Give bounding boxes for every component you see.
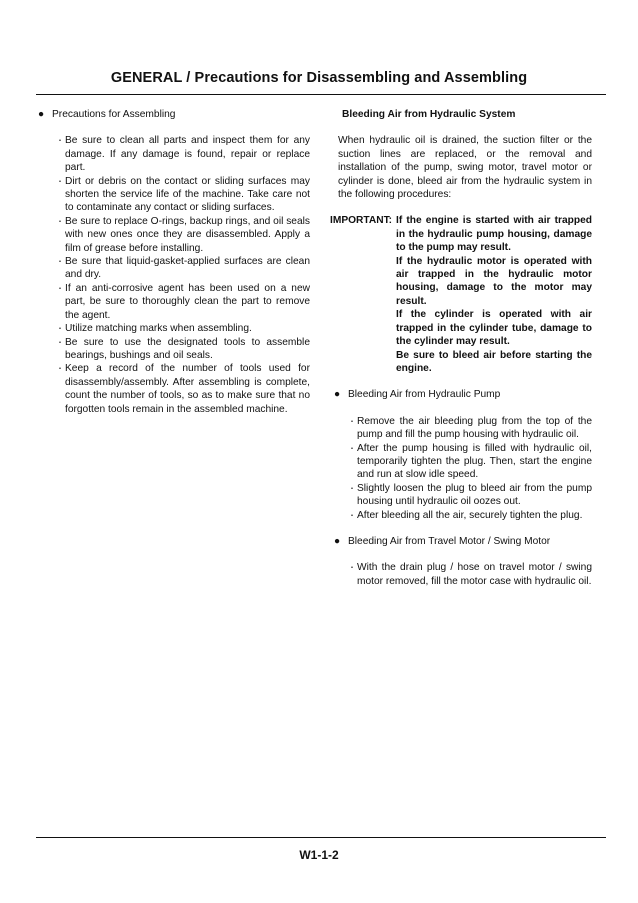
list-item: ・ Be sure to replace O-rings, backup rings, and oil seals with new ones once they are disassembled. Apply a film of grease before installing.: [56, 215, 310, 254]
bullet-icon: ・: [348, 483, 356, 493]
list-item: ・ Dirt or debris on the contact or sliding surfaces may shorten the service life of the machine. Take care not to contaminate any contact or sliding surfaces.: [56, 175, 310, 214]
list-item: ・ Utilize matching marks when assembling.: [56, 323, 252, 335]
list-item: ・ Be sure to use the designated tools to assemble bearings, bushings and oil seals.: [56, 336, 310, 361]
subsection-motor: [334, 535, 592, 588]
subsection-title: Bleeding Air from Travel Motor / Swing Motor: [348, 535, 551, 547]
page-title: GENERAL / Precautions for Disassembling and Assembling: [110, 70, 528, 86]
important-line: If the engine is started with air trapped in the hydraulic pump housing, damage to the pump may result.: [396, 215, 592, 254]
list-item: ・ Be sure that liquid-gasket-applied surfaces are clean and dry.: [56, 256, 310, 281]
section-bullet-icon: ●: [38, 109, 45, 120]
intro-paragraph: When hydraulic oil is drained, the suction filter or the suction lines are replaced, or the removal and installation of the pump, swing motor, travel motor or cylinder is done, bleed air from the hydraulic system in the following procedures:: [338, 135, 592, 201]
important-line: Be sure to bleed air before starting the engine.: [396, 349, 592, 374]
bullet-icon: ・: [348, 416, 356, 426]
bullet-icon: ・: [348, 510, 356, 520]
bullet-icon: ・: [56, 283, 64, 293]
list-item: ・ After bleeding all the air, securely tighten the plug.: [348, 509, 583, 521]
section-title: Precautions for Assembling: [52, 109, 176, 120]
list-item: ・ Be sure to clean all parts and inspect them for any damage. If any damage is found, repair or replace part.: [56, 135, 310, 174]
right-column: [330, 108, 592, 588]
bullet-icon: ・: [348, 443, 356, 453]
list-item: ・ With the drain plug / hose on travel motor / swing motor removed, fill the motor case with hydraulic oil.: [348, 562, 592, 587]
important-note: [330, 214, 592, 375]
list-item: ・ Slightly loosen the plug to bleed air from the pump housing until hydraulic oil oozes out.: [348, 482, 592, 508]
page-number: W1-1-2: [299, 848, 339, 862]
section-heading-bleeding-air: Bleeding Air from Hydraulic System: [342, 109, 516, 120]
section-bullet-icon: ●: [334, 389, 341, 401]
footer-rule: [36, 837, 606, 838]
header-rule: [36, 94, 606, 95]
bullet-icon: ・: [56, 216, 64, 226]
subsection-pump: [334, 388, 592, 522]
section-precautions-assembling: [38, 108, 310, 121]
bullet-icon: ・: [348, 563, 356, 573]
list-item: ・ After the pump housing is filled with hydraulic oil, temporarily tighten the plug. Then, start the engine and run at slow idle speed.: [348, 442, 592, 481]
motor-steps: [348, 561, 592, 588]
pump-steps: [348, 415, 592, 522]
bullet-icon: ・: [56, 324, 64, 334]
subsection-title: Bleeding Air from Hydraulic Pump: [348, 389, 501, 401]
section-bullet-icon: ●: [334, 535, 341, 547]
list-item: ・ Keep a record of the number of tools used for disassembly/assembly. After assembling is complete, count the number of tools, so as to make sure that no forgotten tools remain in the assembled machine.: [56, 363, 310, 415]
important-label: IMPORTANT:: [330, 215, 393, 227]
important-line: If the cylinder is operated with air trapped in the cylinder tube, damage to the cylinder may result.: [396, 309, 592, 348]
bullet-icon: ・: [56, 136, 64, 146]
bullet-icon: ・: [56, 364, 64, 374]
left-column: [38, 108, 310, 416]
list-item: ・ Remove the air bleeding plug from the top of the pump and fill the pump housing with hydraulic oil.: [348, 415, 592, 441]
bullet-icon: ・: [56, 176, 64, 186]
list-item: ・ If an anti-corrosive agent has been used on a new part, be sure to thoroughly clean the part to remove the agent.: [56, 282, 310, 321]
bullet-icon: ・: [56, 257, 64, 267]
important-line: If the hydraulic motor is operated with air trapped in the hydraulic motor housing, damage to the motor may result.: [396, 255, 592, 307]
assembling-list: [56, 134, 310, 416]
bullet-icon: ・: [56, 337, 64, 347]
